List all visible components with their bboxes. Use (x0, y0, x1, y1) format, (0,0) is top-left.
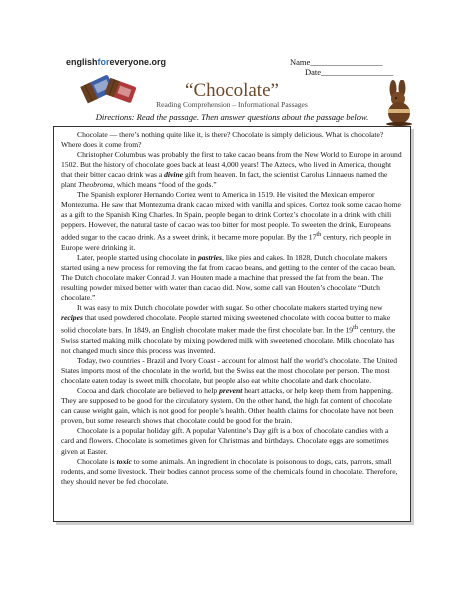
paragraph-5: It was easy to mix Dutch chocolate powder with sugar. So other chocolate makers started trying new recipes that used powdered chocolate. People started mixing sweetened chocolate with cocoa butter to make solid chocolate bars. In 1849, an English chocolate maker made the first chocolate bar. In the 19th century, the Swiss started making milk chocolate by mixing powdered milk with sweetened chocolate. Milk chocolate has not changed much since this process was invented. (61, 303, 396, 356)
paragraph-8: Chocolate is a popular holiday gift. A popular Valentine’s Day gift is a box of chocolate candies with a card and flowers. Chocolate is sometimes given for Christmas and birthdays. Chocolate eggs are sometimes given at Easter. (61, 426, 389, 456)
paragraph-9: Chocolate is toxic to some animals. An ingredient in chocolate is poisonous to dogs, cats, parrots, small rodents, and some livestock. Their bodies cannot process some of the chemicals found in chocolate. Therefore, they should never be fed chocolate. (61, 456, 398, 486)
site-logo-part-3: everyone.org (109, 57, 167, 67)
name-field: Name_________________ (290, 57, 383, 67)
paragraph-3: The Spanish explorer Hernando Cortez went to America in 1519. He visited the Mexican emperor Montezuma. He saw that Montezuma drank cacao mixed with vanilla and spices. Cortez took some cacao home as a gift to the Spanish King Charles. In Spain, people began to drink Cortez’s chocolate in a drink with chili peppers. However, the natural taste of cacao was too bitter for most people. To sweeten the drink, Europeans added sugar to the cacao drink. As a sweet drink, it became more popular. By the 17th century, rich people in Europe were drinking it. (61, 190, 401, 253)
paragraph-6: Today, two countries - Brazil and Ivory Coast - account for almost half the world’s chocolate. The United States imports most of the chocolate in the world, but the Swiss eat the most chocolate per person. The most chocolate eaten today is sweet milk chocolate, but people also eat white chocolate and dark chocolate. (61, 356, 398, 386)
page-subtitle: Reading Comprehension – Informational Passages (156, 100, 308, 109)
site-logo-part-1: english (66, 57, 98, 67)
directions: Directions: Read the passage. Then answer questions about the passage below. (95, 112, 369, 122)
date-field: Date_________________ (305, 67, 394, 77)
paragraph-4: Later, people started using chocolate in pastries, like pies and cakes. In 1828, Dutch chocolate makers started using a new process for removing the fat from cacao beans, and getting to the center of the cacao bean. The Dutch chocolate maker Conrad J. van Houten made a machine that pressed the fat from the bean. The resulting powder mixed better with water than cacao did. Now, some call van Houten’s chocolate “Dutch chocolate.” (61, 253, 396, 303)
paragraph-7: Cocoa and dark chocolate are believed to help prevent heart attacks, or help keep them from happening. They are supposed to be good for the circulatory system. On the other hand, the high fat content of chocolate can cause weight gain, which is not good for people’s health. Other health claims for chocolate have not been proven, but some research shows that chocolate could be good for the brain. (61, 386, 394, 426)
site-logo-part-2: for (97, 57, 110, 67)
site-logo[interactable] (66, 57, 166, 67)
page-title: “Chocolate” (185, 80, 279, 101)
paragraph-2: Christopher Columbus was probably the first to take cacao beans from the New World to Europe in around 1502. But the history of chocolate goes back at least 4,000 years! The Aztecs, who lived in America, thought that their bitter cacao drink was a divine gift from heaven. In fact, the scientist Carolus Linnaeus named the plant Theobroma, which means “food of the gods.” (61, 150, 402, 190)
paragraph-1: Chocolate — there’s nothing quite like it, is there? Chocolate is simply delicious. What is chocolate? Where does it come from? (61, 130, 384, 150)
reading-passage (61, 130, 403, 487)
